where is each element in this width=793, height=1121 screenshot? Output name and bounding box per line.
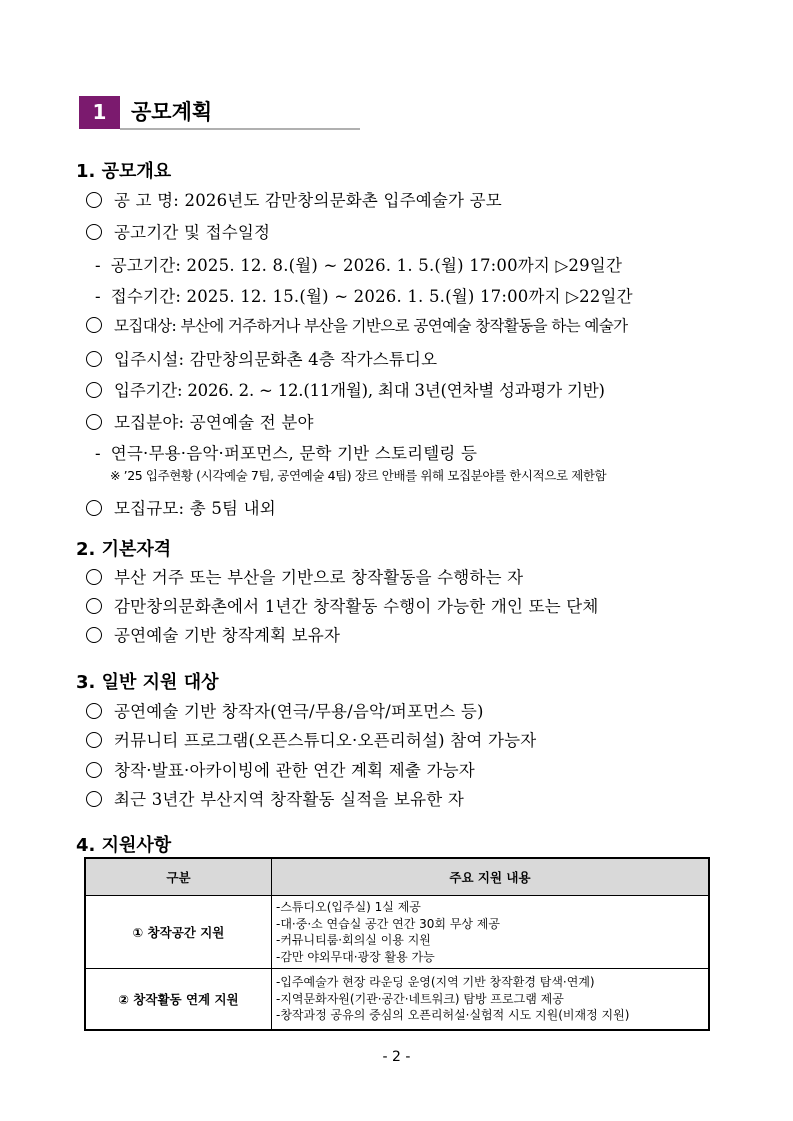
list-item: 부산 거주 또는 부산을 기반으로 창작활동을 수행하는 자 bbox=[86, 564, 523, 588]
circle-bullet-icon bbox=[86, 414, 102, 430]
list-item: 최근 3년간 부산지역 창작활동 실적을 보유한 자 bbox=[86, 786, 464, 810]
circle-bullet-icon bbox=[86, 351, 102, 367]
circle-bullet-icon bbox=[86, 569, 102, 585]
list-item-title: 공 고 명: 2026년도 감만창의문화촌 입주예술가 공모 bbox=[86, 187, 502, 211]
row-content: -스튜디오(입주실) 1실 제공 -대·중·소 연습실 공간 연간 30회 무상 제공 -커뮤니티룸·회의실 이용 지원 -감만 야외무대·광장 활용 가능 bbox=[272, 896, 710, 969]
circle-bullet-icon bbox=[86, 192, 102, 208]
table-row bbox=[85, 896, 709, 969]
heading-support: 4. 지원사항 bbox=[76, 835, 172, 856]
circle-bullet-icon bbox=[86, 703, 102, 719]
circle-bullet-icon bbox=[86, 627, 102, 643]
section-number: 1 bbox=[79, 96, 120, 129]
table-header-row bbox=[85, 858, 709, 896]
list-item: 공연예술 기반 창작계획 보유자 bbox=[86, 622, 340, 646]
section-title: 공모계획 bbox=[131, 100, 213, 124]
field-note: ※ ’25 입주현황 (시각예술 7팀, 공연예술 4팀) 장르 안배를 위해 모집분야를 한시적으로 제한함 bbox=[110, 468, 607, 483]
list-item: 감만창의문화촌에서 1년간 창작활동 수행이 가능한 개인 또는 단체 bbox=[86, 593, 599, 617]
column-header-content: 주요 지원 내용 bbox=[272, 858, 710, 896]
circle-bullet-icon bbox=[86, 762, 102, 778]
support-table bbox=[84, 857, 710, 1031]
heading-overview: 1. 공모개요 bbox=[76, 161, 172, 182]
column-header-category: 구분 bbox=[85, 858, 272, 896]
list-item-period-heading: 공고기간 및 접수일정 bbox=[86, 219, 270, 243]
list-item: 창작·발표·아카이빙에 관한 연간 계획 제출 가능자 bbox=[86, 757, 475, 781]
list-item-notice-period: - 공고기간: 2025. 12. 8.(월) ~ 2026. 1. 5.(월) 17:00까지 ▷29일간 bbox=[95, 256, 623, 275]
list-item: 커뮤니티 프로그램(오픈스튜디오·오픈리허설) 참여 가능자 bbox=[86, 727, 536, 751]
circle-bullet-icon bbox=[86, 317, 102, 333]
row-category: ② 창작활동 연계 지원 bbox=[85, 969, 272, 1031]
list-item-field: 모집분야: 공연예술 전 분야 bbox=[86, 409, 314, 433]
page-number: - 2 - bbox=[382, 1049, 411, 1065]
circle-bullet-icon bbox=[86, 791, 102, 807]
list-item-target: 모집대상: 부산에 거주하거나 부산을 기반으로 공연예술 창작활동을 하는 예술가 bbox=[86, 314, 628, 336]
section-header bbox=[79, 96, 361, 130]
list-item-receipt-period: - 접수기간: 2025. 12. 15.(월) ~ 2026. 1. 5.(월) 17:00까지 ▷22일간 bbox=[95, 287, 633, 306]
circle-bullet-icon bbox=[86, 500, 102, 516]
heading-target: 3. 일반 지원 대상 bbox=[76, 672, 219, 693]
heading-qualification: 2. 기본자격 bbox=[76, 539, 172, 560]
list-item: 공연예술 기반 창작자(연극/무용/음악/퍼포먼스 등) bbox=[86, 698, 484, 722]
list-item-field-detail: - 연극·무용·음악·퍼포먼스, 문학 기반 스토리텔링 등 bbox=[95, 444, 478, 463]
list-item-residency-period: 입주기간: 2026. 2. ~ 12.(11개월), 최대 3년(연차별 성과평가 기반) bbox=[86, 377, 605, 401]
circle-bullet-icon bbox=[86, 382, 102, 398]
list-item-scale: 모집규모: 총 5팀 내외 bbox=[86, 495, 276, 519]
circle-bullet-icon bbox=[86, 732, 102, 748]
circle-bullet-icon bbox=[86, 224, 102, 240]
table-row bbox=[85, 969, 709, 1031]
row-category: ① 창작공간 지원 bbox=[85, 896, 272, 969]
list-item-facility: 입주시설: 감만창의문화촌 4층 작가스튜디오 bbox=[86, 346, 437, 370]
section-underline bbox=[120, 128, 360, 130]
circle-bullet-icon bbox=[86, 598, 102, 614]
row-content: -입주예술가 현장 라운딩 운영(지역 기반 창작환경 탐색·연계) -지역문화자원(기관·공간·네트워크) 탐방 프로그램 제공 -창작과정 공유의 중심의 오픈리허설·실험적 시도 지원(비재정 지원) bbox=[272, 969, 710, 1031]
